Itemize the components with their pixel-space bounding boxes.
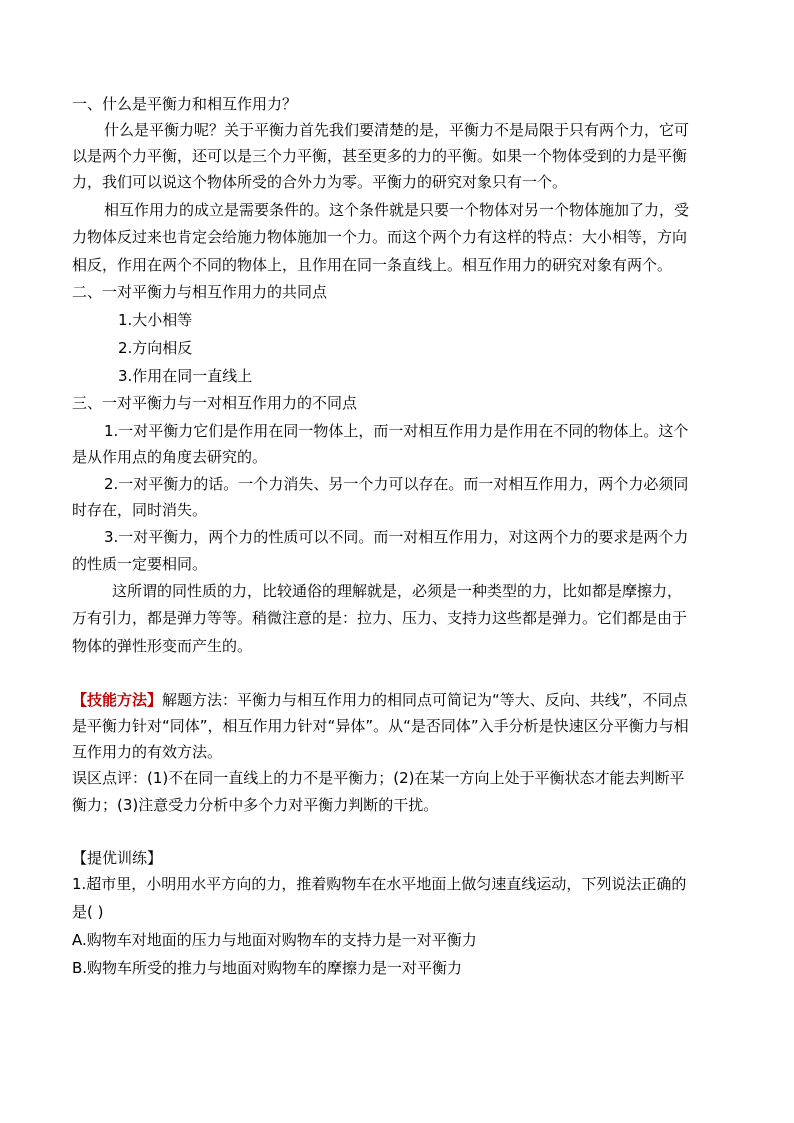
skill-tag: 【技能方法】: [72, 691, 163, 709]
s3-line-4: 时存在，同时消失。: [72, 501, 208, 519]
skill-line-2: 是平衡力针对“同体”，相互作用力针对“异体”。从“是否同体”入手分析是快速区分平衡力与相: [72, 717, 689, 735]
skill-text-1: 解题方法：平衡力与相互作用力的相同点可简记为“等大、反向、共线”，不同点: [162, 691, 688, 709]
training-option-a: A.购物车对地面的压力与地面对购物车的支持力是一对平衡力: [72, 931, 477, 949]
s2-item-2: 2.方向相反: [118, 339, 193, 357]
s1-line-2: 以是两个力平衡，还可以是三个力平衡，甚至更多的力的平衡。如果一个物体受到的力是平衡: [72, 147, 688, 165]
training-line-1: 1.超市里，小明用水平方向的力，推着购物车在水平地面上做匀速直线运动，下列说法正确的: [72, 875, 687, 893]
s1-line-6: 相反，作用在两个不同的物体上，且作用在同一条直线上。相互作用力的研究对象有两个。: [72, 256, 673, 274]
s3-line-5: 3.一对平衡力，两个力的性质可以不同。而一对相互作用力，对这两个力的要求是两个力: [104, 528, 689, 546]
training-option-b: B.购物车所受的推力与地面对购物车的摩擦力是一对平衡力: [72, 959, 463, 977]
s2-item-3: 3.作用在同一直线上: [118, 367, 253, 385]
skill-line-4: 误区点评：(1)不在同一直线上的力不是平衡力；(2)在某一方向上处于平衡状态才能去判断平: [72, 769, 685, 787]
training-heading: 【提优训练】: [72, 849, 163, 867]
s1-line-5: 力物体反过来也肯定会给施力物体施加一个力。而这个两个力有这样的特点：大小相等，方向: [72, 228, 688, 246]
s3-line-1: 1.一对平衡力它们是作用在同一物体上，而一对相互作用力是作用在不同的物体上。这个: [104, 422, 689, 440]
s3-line-3: 2.一对平衡力的话。一个力消失、另一个力可以存在。而一对相互作用力，两个力必须同: [104, 475, 689, 493]
s2-item-1: 1.大小相等: [118, 311, 193, 329]
section-2-heading: 二、一对平衡力与相互作用力的共同点: [72, 283, 328, 301]
s3-line-9: 物体的弹性形变而产生的。: [72, 637, 253, 655]
s3-line-2: 是从作用点的角度去研究的。: [72, 448, 268, 466]
s1-line-1: 什么是平衡力呢？关于平衡力首先我们要清楚的是，平衡力不是局限于只有两个力，它可: [104, 121, 690, 139]
section-3-heading: 三、一对平衡力与一对相互作用力的不同点: [72, 394, 358, 412]
s3-line-6: 的性质一定要相同。: [72, 555, 208, 573]
s3-line-7: 这所谓的同性质的力，比较通俗的理解就是，必须是一种类型的力，比如都是摩擦力，: [112, 582, 683, 600]
s3-line-8: 万有引力，都是弹力等等。稍微注意的是：拉力、压力、支持力这些都是弹力。它们都是由于: [72, 609, 688, 627]
section-1-heading: 一、什么是平衡力和相互作用力？: [72, 95, 298, 113]
training-line-2: 是( ): [72, 903, 104, 921]
s1-line-3: 力，我们可以说这个物体所受的合外力为零。平衡力的研究对象只有一个。: [72, 173, 568, 191]
skill-line-5: 衡力；(3)注意受力分析中多个力对平衡力判断的干扰。: [72, 796, 439, 814]
s1-line-4: 相互作用力的成立是需要条件的。这个条件就是只要一个物体对另一个物体施加了力，受: [104, 201, 690, 219]
skill-line-1: [72, 688, 722, 712]
skill-line-3: 互作用力的有效方法。: [72, 743, 223, 761]
